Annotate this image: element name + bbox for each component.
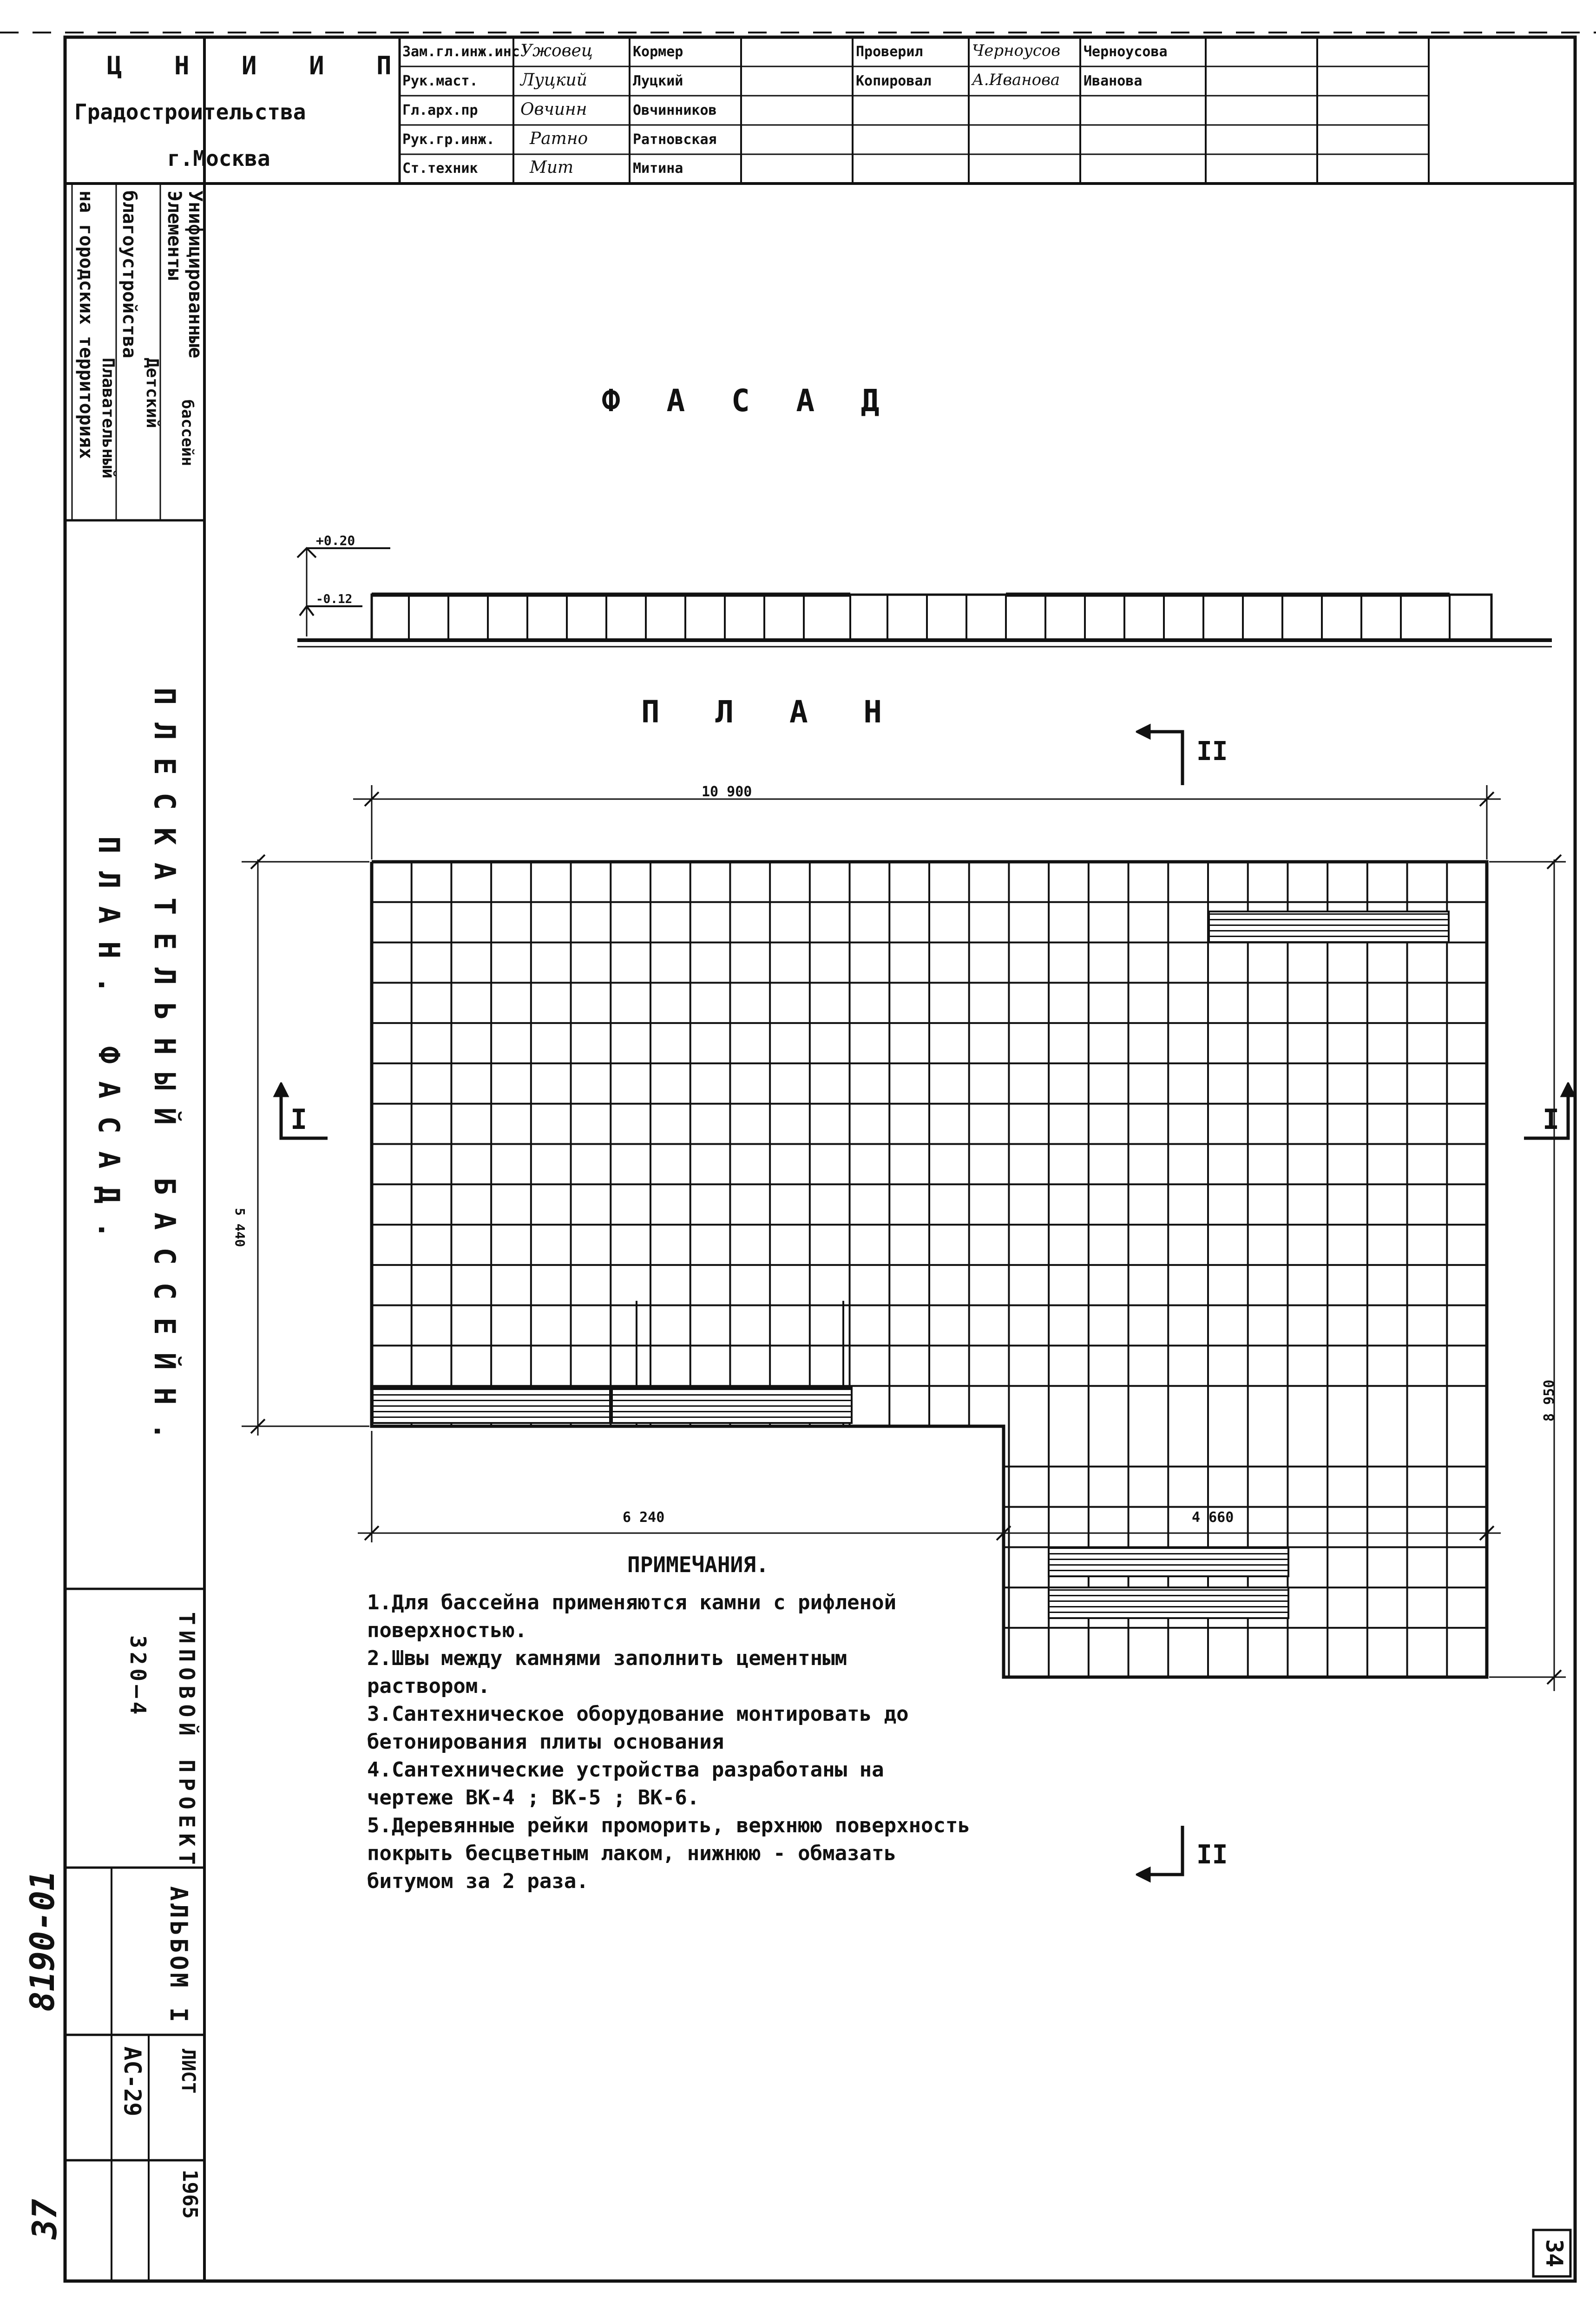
org-name-line2: Градостроительства: [74, 99, 306, 125]
name-row-5: Митина: [633, 160, 683, 177]
signature-1: Ужовец: [520, 41, 593, 60]
level-top: +0.20: [316, 533, 355, 548]
project-text-line3: благоустройства: [118, 190, 140, 359]
sheet-title-line1: ПЛЕСКАТЕЛЬНЫЙ БАССЕЙН.: [148, 688, 182, 1458]
name-row-3: Овчинников: [633, 102, 717, 118]
note-3: 3.Сантехническое оборудование монтировать до бетонирования плиты основания: [367, 1702, 921, 1754]
name-row-2: Луцкий: [633, 73, 683, 89]
name-row-4: Ратновская: [633, 131, 717, 148]
signature-checked: Черноусов: [972, 41, 1061, 60]
dimension-bottom-right: 4 660: [1192, 1509, 1234, 1526]
signature-5: Мит: [530, 158, 574, 177]
role-row-5: Ст.техник: [402, 160, 478, 177]
project-subtext-1: Детский: [143, 358, 162, 428]
section-II-bottom: II: [1196, 1840, 1228, 1870]
year-label: 1965: [178, 2170, 202, 2219]
sheet-label: ЛИСТ: [177, 2049, 199, 2094]
role-row-4: Рук.гр.инж.: [402, 131, 495, 148]
handwritten-page-number: 37: [25, 2199, 64, 2239]
section-I-right: I: [1543, 1103, 1560, 1136]
note-5: 5.Деревянные рейки проморить, верхнюю поверхность покрыть бесцветным лаком, нижнюю - обмазать битумом за 2 раза.: [367, 1814, 983, 1893]
note-2: 2.Швы между камнями заполнить цементным раствором.: [367, 1646, 860, 1698]
signature-copied: А.Иванова: [972, 71, 1060, 89]
role-copied: Копировал: [856, 73, 932, 89]
role-row-3: Гл.арх.пр: [402, 102, 478, 118]
wood-slat-bottom-2: [1048, 1587, 1289, 1619]
wood-slat-left-2: [611, 1387, 853, 1424]
plan-title: П Л А Н: [641, 694, 901, 730]
project-text-line2: Элементы: [164, 190, 185, 280]
notes-heading: ПРИМЕЧАНИЯ.: [627, 1552, 769, 1577]
sheet-code: АС-29: [119, 2046, 146, 2117]
signature-2: Луцкий: [520, 71, 587, 90]
dimension-right: 8 950: [1541, 1379, 1557, 1422]
project-subtext-2: Плавательный: [99, 358, 118, 479]
wood-slat-bottom-1: [1048, 1547, 1289, 1577]
section-II-top: II: [1196, 736, 1228, 767]
level-bottom: -0.12: [316, 592, 353, 606]
dimension-top: 10 900: [702, 784, 752, 800]
role-checked: Проверил: [856, 44, 923, 60]
project-text-line1: Унифицированные: [184, 190, 206, 359]
section-I-left: I: [290, 1103, 308, 1136]
typical-project-line2: 320—4: [125, 1635, 151, 1718]
wood-slat-top-right: [1208, 911, 1450, 943]
org-name-line3: г.Москва: [167, 146, 270, 171]
name-checked: Черноусова: [1084, 44, 1168, 60]
signature-4: Ратно: [530, 129, 588, 148]
name-row-1: Кормер: [633, 44, 683, 60]
page-stamp: 34: [1541, 2239, 1568, 2268]
wood-slat-left-1: [372, 1387, 611, 1424]
note-1: 1.Для бассейна применяются камни с рифленой поверхностью.: [367, 1591, 909, 1642]
handwritten-archive-number: 8190-01: [23, 1870, 62, 2012]
role-row-2: Рук.маст.: [402, 73, 478, 89]
role-row-1: Зам.гл.инж.инс: [402, 44, 520, 60]
typical-project-line1: ТИПОВОЙ ПРОЕКТ: [174, 1612, 199, 1870]
name-copied: Иванова: [1084, 73, 1143, 89]
dimension-bottom-left: 6 240: [623, 1509, 665, 1526]
project-subtext-3: бассейн: [178, 400, 197, 466]
signature-3: Овчинн: [520, 100, 587, 119]
facade-title: Ф А С А Д: [602, 383, 893, 419]
org-name-line1: Ц Н И И П: [107, 51, 410, 80]
dimension-left: 5 440: [232, 1208, 248, 1247]
project-text-line4: на городских территориях: [75, 190, 97, 459]
note-4: 4.Сантехнические устройства разработаны на чертеже ВК-4 ; ВК-5 ; ВК-6.: [367, 1758, 897, 1810]
notes-list: [367, 1589, 983, 1895]
album-label: АЛЬБОМ I: [164, 1886, 192, 2025]
sheet-title-line2: ПЛАН. ФАСАД.: [92, 836, 126, 1256]
